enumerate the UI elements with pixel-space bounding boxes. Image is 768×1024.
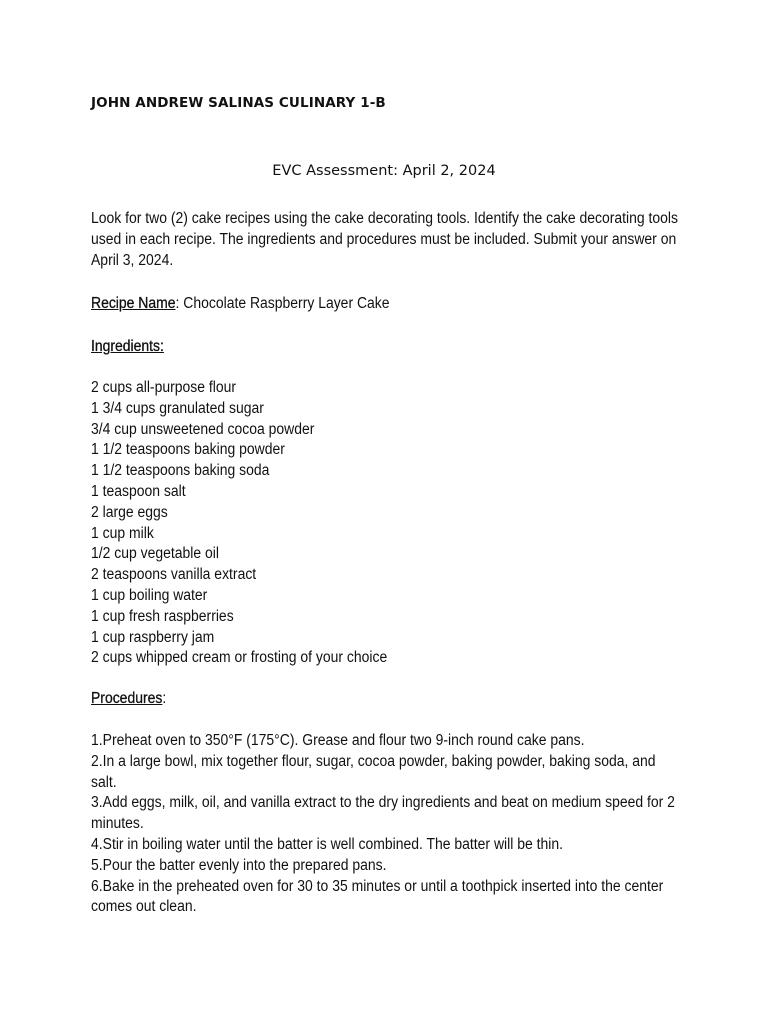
procedure-list bbox=[91, 731, 685, 918]
recipe-name-label: Recipe Name bbox=[91, 295, 176, 312]
procedure-step: 4.Stir in boiling water until the batter is well combined. The batter will be thin. bbox=[91, 835, 563, 853]
procedures-heading bbox=[91, 689, 166, 710]
ingredient-item: 1 cup boiling water bbox=[91, 586, 208, 604]
ingredient-item: 2 cups whipped cream or frosting of your choice bbox=[91, 649, 388, 667]
ingredients-heading bbox=[91, 337, 164, 358]
instructions-paragraph: Look for two (2) cake recipes using the cake decorating tools. Identify the cake decorating tools used in each recipe. The ingredients and procedures must be included. Submit your answer on April 3, 2024. bbox=[91, 210, 679, 269]
assessment-title: EVC Assessment: April 2, 2024 bbox=[272, 163, 496, 179]
recipe-name-value: Chocolate Raspberry Layer Cake bbox=[183, 295, 390, 312]
ingredient-item: 2 teaspoons vanilla extract bbox=[91, 566, 257, 584]
ingredient-item: 1 cup raspberry jam bbox=[91, 628, 215, 646]
procedure-step: 2.In a large bowl, mix together flour, sugar, cocoa powder, baking powder, baking soda, and salt. bbox=[91, 752, 656, 791]
ingredient-item: 2 cups all-purpose flour bbox=[91, 379, 237, 396]
procedure-step: 3.Add eggs, milk, oil, and vanilla extract to the dry ingredients and beat on medium speed for 2 minutes. bbox=[91, 794, 675, 833]
ingredient-item: 3/4 cup unsweetened cocoa powder bbox=[91, 420, 315, 438]
ingredients-heading-text: Ingredients: bbox=[91, 338, 164, 355]
ingredient-item: 1 cup milk bbox=[91, 524, 154, 542]
procedures-heading-suffix: : bbox=[162, 690, 167, 707]
recipe-name-line bbox=[91, 294, 390, 315]
recipe-name-separator: : bbox=[175, 295, 184, 312]
student-name-header: JOHN ANDREW SALINAS CULINARY 1-B bbox=[91, 95, 386, 111]
procedures-heading-text: Procedures bbox=[91, 690, 163, 707]
procedure-step: 5.Pour the batter evenly into the prepared pans. bbox=[91, 856, 387, 874]
procedure-step: 1.Preheat oven to 350°F (175°C). Grease and flour two 9-inch round cake pans. bbox=[91, 732, 585, 749]
ingredient-item: 1/2 cup vegetable oil bbox=[91, 545, 219, 563]
ingredient-list bbox=[91, 378, 387, 669]
procedure-step: 6.Bake in the preheated oven for 30 to 35 minutes or until a toothpick inserted into the center comes out clean. bbox=[91, 877, 664, 916]
ingredient-item: 1 1/2 teaspoons baking soda bbox=[91, 462, 270, 480]
ingredient-item: 1 3/4 cups granulated sugar bbox=[91, 399, 264, 417]
ingredient-item: 1 1/2 teaspoons baking powder bbox=[91, 441, 285, 459]
ingredient-item: 1 teaspoon salt bbox=[91, 482, 186, 500]
ingredient-item: 2 large eggs bbox=[91, 503, 168, 521]
ingredient-item: 1 cup fresh raspberries bbox=[91, 607, 234, 625]
